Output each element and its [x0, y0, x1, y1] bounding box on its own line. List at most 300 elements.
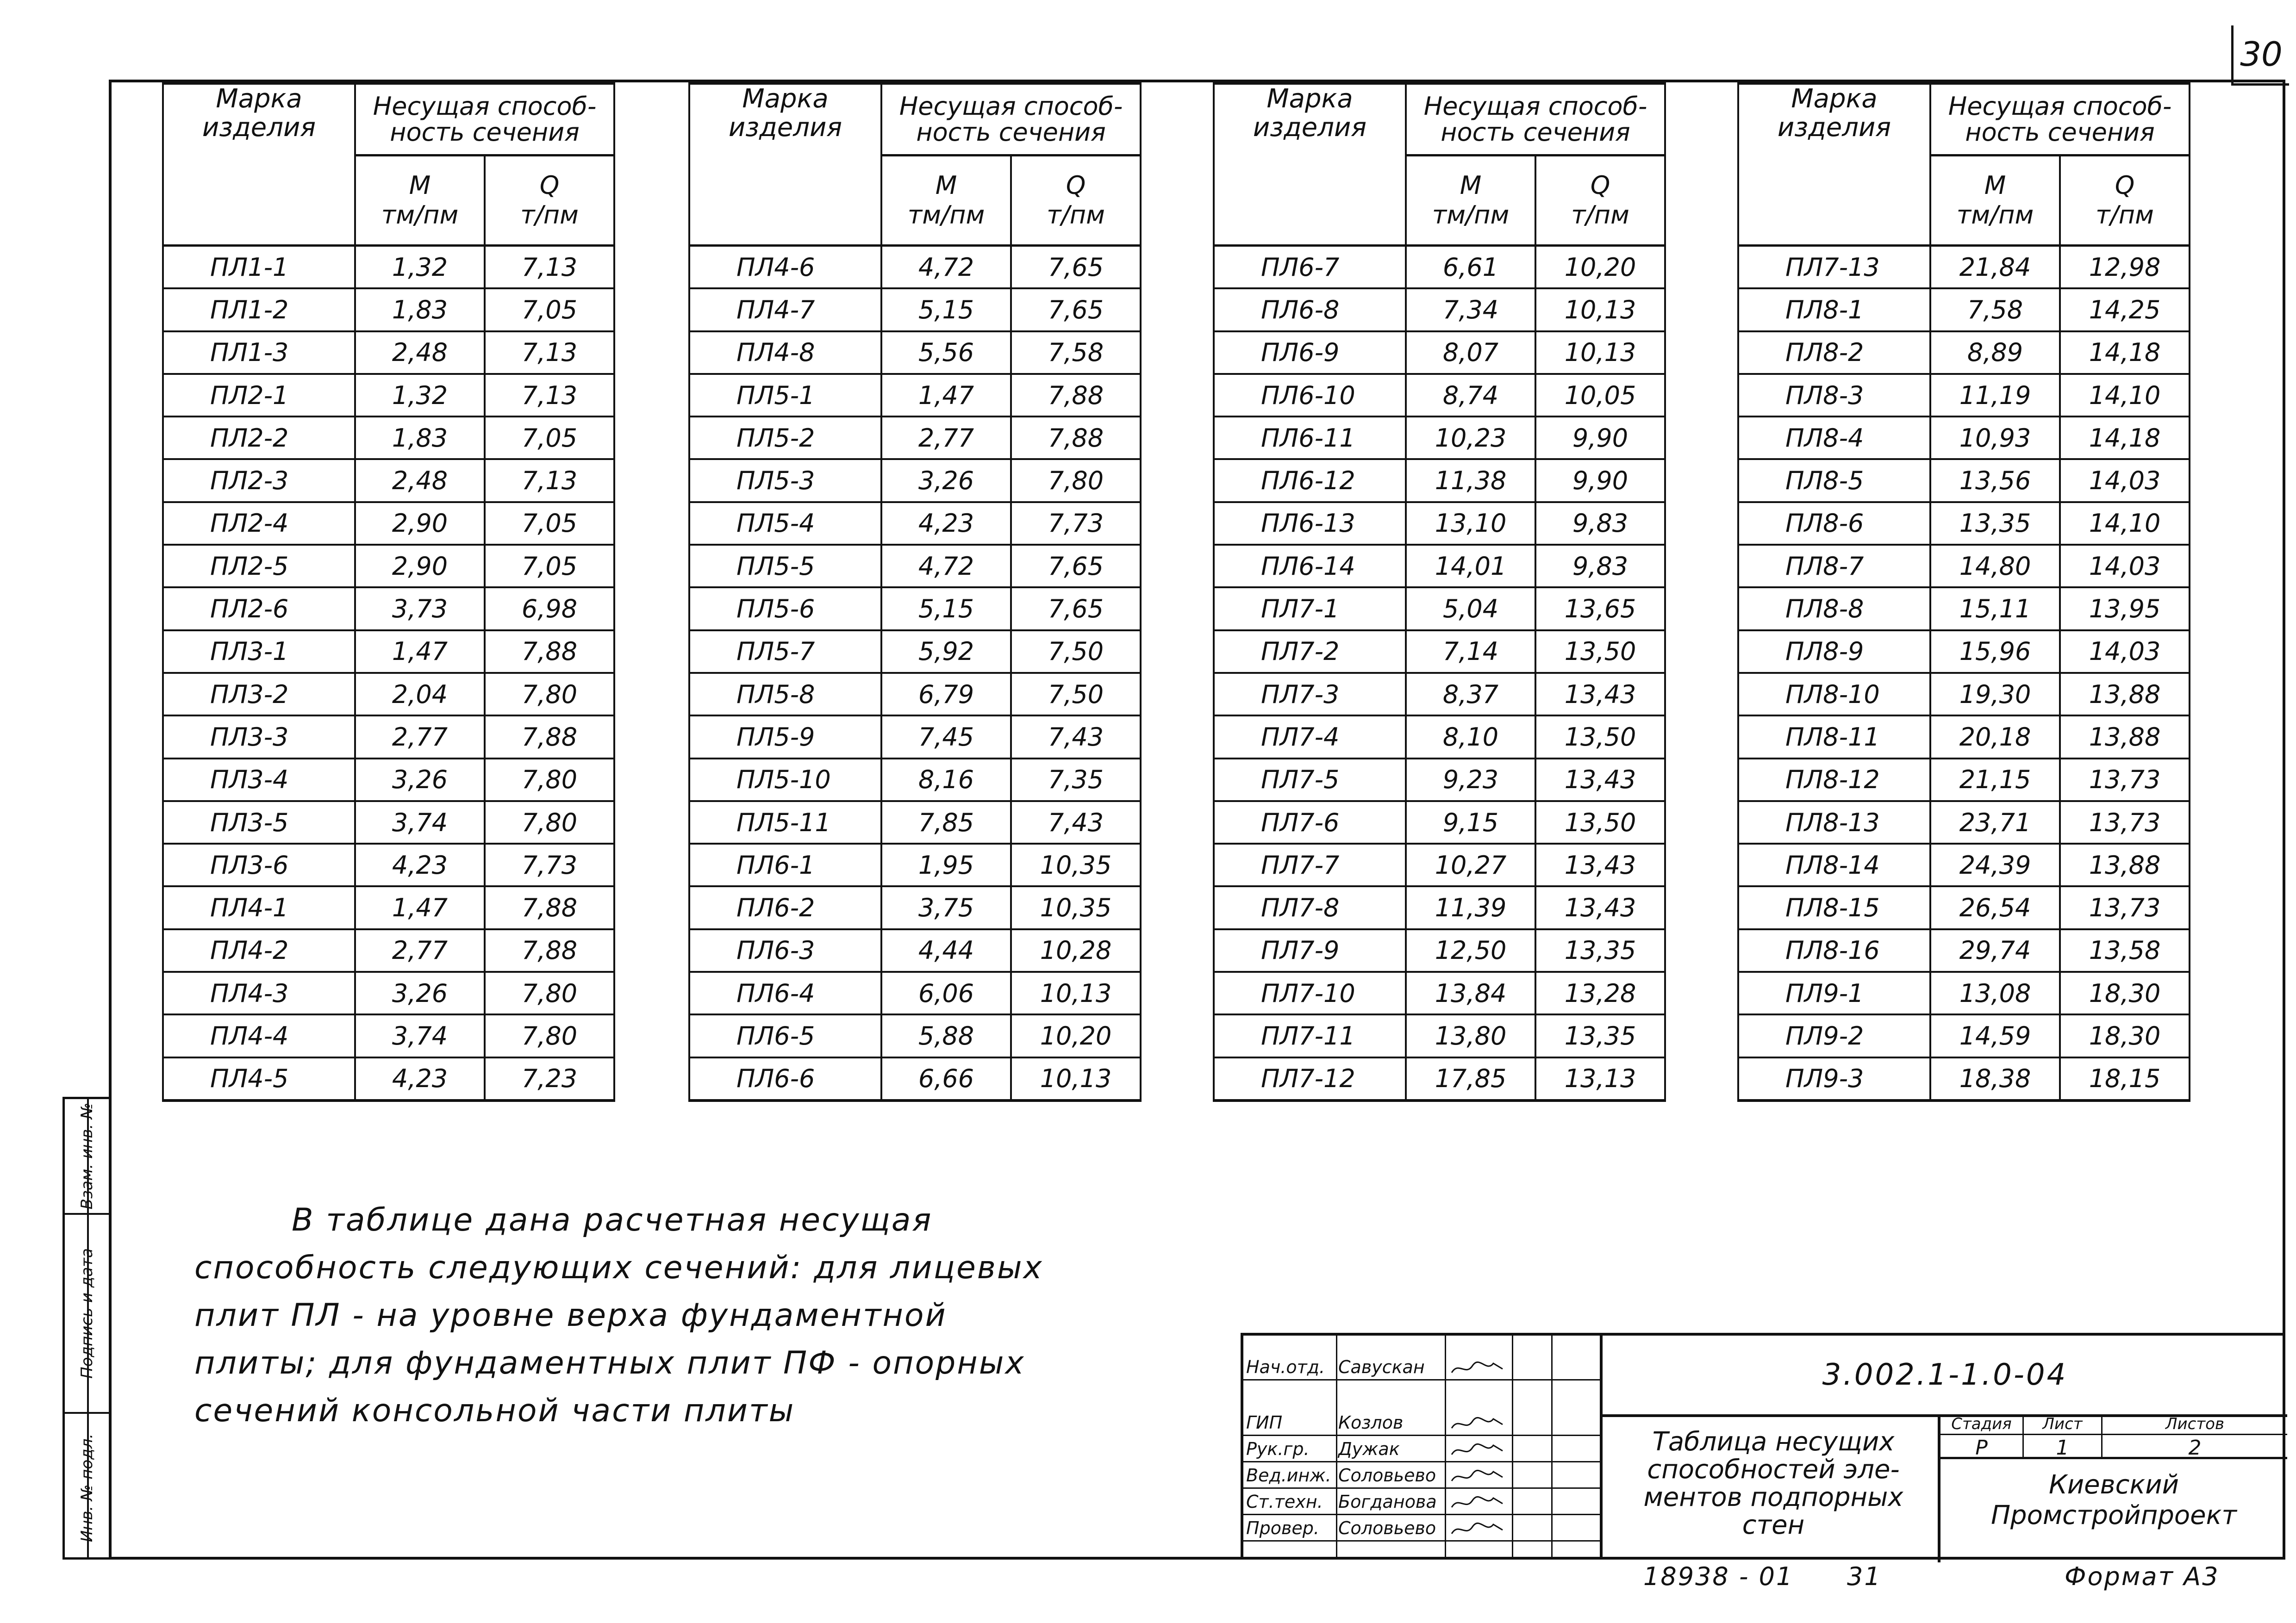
- moment-cell: 6,61: [1406, 246, 1535, 289]
- mark-cell: ПЛ4-2: [163, 929, 355, 972]
- moment-cell: 5,88: [881, 1014, 1011, 1057]
- q-column-header: [1535, 155, 1665, 246]
- mark-cell: ПЛ2-6: [163, 587, 355, 630]
- table-row: [1214, 801, 1665, 844]
- m-unit: тм/пм: [381, 200, 459, 230]
- shear-cell: 14,18: [2060, 331, 2190, 374]
- moment-cell: 2,77: [355, 929, 485, 972]
- mark-cell: ПЛ8-16: [1738, 929, 1930, 972]
- signature-name: Савускан: [1338, 1357, 1425, 1377]
- archive-number: 18938 - 01: [1643, 1562, 1794, 1591]
- side-cell-replaces: Взам. инв. №: [65, 1099, 109, 1215]
- table-row: [1738, 929, 2190, 972]
- handwritten-signature: [1449, 1520, 1505, 1538]
- m-unit: тм/пм: [1956, 200, 2034, 230]
- m-column-header: [1930, 155, 2060, 246]
- moment-cell: 14,59: [1930, 1014, 2060, 1057]
- m-column-header: [881, 155, 1011, 246]
- mark-cell: ПЛ4-4: [163, 1014, 355, 1057]
- table-row: [689, 886, 1141, 929]
- stage-value: Р: [1940, 1434, 2024, 1459]
- mark-cell: ПЛ3-5: [163, 801, 355, 844]
- side-cell-signature: Подпись и дата: [65, 1215, 109, 1414]
- table-row: [1214, 288, 1665, 331]
- mark-cell: ПЛ8-1: [1738, 288, 1930, 331]
- moment-cell: 5,56: [881, 331, 1011, 374]
- shear-cell: 9,90: [1535, 459, 1665, 502]
- moment-cell: 7,14: [1406, 630, 1535, 673]
- moment-cell: 8,10: [1406, 715, 1535, 758]
- mark-cell: ПЛ6-10: [1214, 374, 1406, 417]
- shear-cell: 13,50: [1535, 801, 1665, 844]
- shear-cell: 7,73: [485, 844, 614, 886]
- mark-cell: ПЛ5-4: [689, 502, 881, 545]
- shear-cell: 7,65: [1011, 246, 1141, 289]
- q-unit: т/пм: [520, 200, 579, 230]
- moment-cell: 2,90: [355, 545, 485, 587]
- m-column-header: [355, 155, 485, 246]
- moment-cell: 2,90: [355, 502, 485, 545]
- table-row: [1214, 1014, 1665, 1057]
- shear-cell: 10,13: [1011, 972, 1141, 1014]
- signature-role: Провер.: [1246, 1518, 1319, 1538]
- table-row: [163, 801, 614, 844]
- shear-cell: 7,05: [485, 288, 614, 331]
- moment-cell: 6,66: [881, 1057, 1011, 1101]
- q-unit: т/пм: [1571, 200, 1629, 230]
- note-line: плит ПЛ - на уровне верха фундаментной: [194, 1297, 947, 1334]
- shear-cell: 7,88: [485, 886, 614, 929]
- table-row: [163, 886, 614, 929]
- moment-cell: 23,71: [1930, 801, 2060, 844]
- shear-cell: 10,35: [1011, 844, 1141, 886]
- shear-cell: 18,30: [2060, 1014, 2190, 1057]
- table-row: [1214, 545, 1665, 587]
- side-cell-inv: Инв. № подл.: [77, 1433, 96, 1542]
- mark-cell: ПЛ8-15: [1738, 886, 1930, 929]
- shear-cell: 13,73: [2060, 886, 2190, 929]
- sheet-value: 1: [2024, 1434, 2103, 1459]
- organization: Киевский Промстройпроект: [1990, 1470, 2237, 1530]
- signature-name: Богданова: [1338, 1492, 1437, 1512]
- table-row: [689, 929, 1141, 972]
- moment-cell: 19,30: [1930, 673, 2060, 715]
- mark-cell: ПЛ6-3: [689, 929, 881, 972]
- shear-cell: 14,10: [2060, 374, 2190, 417]
- table-row: [689, 246, 1141, 289]
- table-row: [689, 801, 1141, 844]
- table-row: [1738, 502, 2190, 545]
- table-row: [1738, 886, 2190, 929]
- moment-cell: 4,44: [881, 929, 1011, 972]
- shear-cell: 7,05: [485, 417, 614, 459]
- shear-cell: 13,43: [1535, 673, 1665, 715]
- mark-cell: ПЛ7-2: [1214, 630, 1406, 673]
- handwritten-signature: [1449, 1493, 1505, 1512]
- mark-cell: ПЛ6-13: [1214, 502, 1406, 545]
- mark-cell: ПЛ7-11: [1214, 1014, 1406, 1057]
- moment-cell: 10,23: [1406, 417, 1535, 459]
- signature-name: Козлов: [1338, 1412, 1404, 1433]
- moment-cell: 13,84: [1406, 972, 1535, 1014]
- handwritten-signature: [1449, 1441, 1505, 1459]
- table-row: [1738, 417, 2190, 459]
- table-row: [163, 459, 614, 502]
- table-row: [1214, 459, 1665, 502]
- mark-cell: ПЛ5-5: [689, 545, 881, 587]
- mark-cell: ПЛ8-9: [1738, 630, 1930, 673]
- mark-cell: ПЛ8-10: [1738, 673, 1930, 715]
- table-row: [689, 673, 1141, 715]
- table-row: [1214, 587, 1665, 630]
- moment-cell: 8,37: [1406, 673, 1535, 715]
- moment-cell: 1,83: [355, 417, 485, 459]
- mark-cell: ПЛ9-2: [1738, 1014, 1930, 1057]
- shear-cell: 13,43: [1535, 844, 1665, 886]
- table-row: [689, 459, 1141, 502]
- q-symbol: Q: [1066, 171, 1086, 200]
- table-row: [163, 844, 614, 886]
- mark-cell: ПЛ8-12: [1738, 759, 1930, 801]
- table-row: [1214, 246, 1665, 289]
- shear-cell: 7,80: [485, 759, 614, 801]
- moment-cell: 2,77: [881, 417, 1011, 459]
- mark-cell: ПЛ2-4: [163, 502, 355, 545]
- shear-cell: 13,28: [1535, 972, 1665, 1014]
- shear-cell: 7,23: [485, 1057, 614, 1101]
- mark-cell: ПЛ7-4: [1214, 715, 1406, 758]
- mark-cell: ПЛ7-9: [1214, 929, 1406, 972]
- moment-cell: 1,32: [355, 374, 485, 417]
- m-unit: тм/пм: [907, 200, 985, 230]
- table-row: [163, 374, 614, 417]
- moment-cell: 9,15: [1406, 801, 1535, 844]
- shear-cell: 7,80: [485, 1014, 614, 1057]
- moment-cell: 11,38: [1406, 459, 1535, 502]
- mark-cell: ПЛ6-2: [689, 886, 881, 929]
- shear-cell: 7,80: [485, 673, 614, 715]
- mark-cell: ПЛ3-2: [163, 673, 355, 715]
- mark-cell: ПЛ5-1: [689, 374, 881, 417]
- signature-name: Дужак: [1338, 1439, 1400, 1459]
- footer-page: 31: [1847, 1562, 1882, 1591]
- mark-cell: ПЛ6-4: [689, 972, 881, 1014]
- moment-cell: 21,15: [1930, 759, 2060, 801]
- table-row: [689, 759, 1141, 801]
- m-symbol: M: [935, 171, 957, 200]
- moment-cell: 15,96: [1930, 630, 2060, 673]
- shear-cell: 13,35: [1535, 1014, 1665, 1057]
- capacity-header: Несущая способ-ность сечения: [1406, 84, 1665, 155]
- mark-cell: ПЛ7-6: [1214, 801, 1406, 844]
- shear-cell: 18,30: [2060, 972, 2190, 1014]
- shear-cell: 10,13: [1535, 331, 1665, 374]
- shear-cell: 7,65: [1011, 587, 1141, 630]
- mark-cell: ПЛ6-5: [689, 1014, 881, 1057]
- note-line: В таблице дана расчетная несущая: [292, 1202, 933, 1238]
- mark-cell: ПЛ4-6: [689, 246, 881, 289]
- moment-cell: 7,58: [1930, 288, 2060, 331]
- mark-cell: ПЛ5-10: [689, 759, 881, 801]
- handwritten-signature: [1449, 1467, 1505, 1486]
- table-row: [689, 417, 1141, 459]
- moment-cell: 24,39: [1930, 844, 2060, 886]
- table-row: [163, 759, 614, 801]
- moment-cell: 3,74: [355, 1014, 485, 1057]
- shear-cell: 13,43: [1535, 886, 1665, 929]
- m-unit: тм/пм: [1432, 200, 1510, 230]
- moment-cell: 21,84: [1930, 246, 2060, 289]
- table-row: [689, 1014, 1141, 1057]
- q-unit: т/пм: [1047, 200, 1105, 230]
- table-row: [163, 246, 614, 289]
- table-row: [1214, 374, 1665, 417]
- shear-cell: 7,65: [1011, 288, 1141, 331]
- table-row: [163, 715, 614, 758]
- capacity-table: [1213, 82, 1666, 1102]
- signature-row: [1243, 1489, 1600, 1515]
- shear-cell: 7,05: [485, 502, 614, 545]
- table-row: [1214, 844, 1665, 886]
- moment-cell: 18,38: [1930, 1057, 2060, 1101]
- mark-cell: ПЛ6-6: [689, 1057, 881, 1101]
- shear-cell: 14,03: [2060, 459, 2190, 502]
- mark-cell: ПЛ9-1: [1738, 972, 1930, 1014]
- table-row: [163, 1057, 614, 1101]
- table-row: [163, 417, 614, 459]
- mark-cell: ПЛ2-3: [163, 459, 355, 502]
- mark-cell: ПЛ5-8: [689, 673, 881, 715]
- q-symbol: Q: [1590, 171, 1610, 200]
- table-row: [163, 673, 614, 715]
- table-row: [1738, 673, 2190, 715]
- signature-role: Нач.отд.: [1246, 1357, 1325, 1377]
- shear-cell: 10,13: [1535, 288, 1665, 331]
- table-row: [689, 844, 1141, 886]
- shear-cell: 13,58: [2060, 929, 2190, 972]
- shear-cell: 14,10: [2060, 502, 2190, 545]
- shear-cell: 18,15: [2060, 1057, 2190, 1101]
- shear-cell: 13,50: [1535, 630, 1665, 673]
- table-row: [163, 331, 614, 374]
- table-row: [1738, 374, 2190, 417]
- mark-cell: ПЛ2-5: [163, 545, 355, 587]
- table-row: [163, 587, 614, 630]
- shear-cell: 10,20: [1011, 1014, 1141, 1057]
- shear-cell: 7,43: [1011, 715, 1141, 758]
- shear-cell: 7,80: [485, 972, 614, 1014]
- mark-cell: ПЛ7-10: [1214, 972, 1406, 1014]
- signature-row: [1243, 1436, 1600, 1462]
- table-row: [1738, 844, 2190, 886]
- document-code: 3.002.1-1.0-04: [1603, 1336, 2287, 1417]
- mark-cell: ПЛ7-5: [1214, 759, 1406, 801]
- mark-cell: ПЛ6-14: [1214, 545, 1406, 587]
- shear-cell: 7,80: [485, 801, 614, 844]
- moment-cell: 1,83: [355, 288, 485, 331]
- moment-cell: 3,26: [355, 759, 485, 801]
- moment-cell: 5,92: [881, 630, 1011, 673]
- table-row: [1214, 929, 1665, 972]
- table-row: [1738, 972, 2190, 1014]
- shear-cell: 7,65: [1011, 545, 1141, 587]
- moment-cell: 4,72: [881, 246, 1011, 289]
- table-row: [1738, 246, 2190, 289]
- table-row: [1214, 331, 1665, 374]
- m-symbol: M: [1460, 171, 1482, 200]
- q-unit: т/пм: [2096, 200, 2154, 230]
- shear-cell: 14,03: [2060, 630, 2190, 673]
- shear-cell: 7,80: [1011, 459, 1141, 502]
- mark-cell: ПЛ4-1: [163, 886, 355, 929]
- capacity-header: Несущая способ-ность сечения: [881, 84, 1141, 155]
- moment-cell: 2,48: [355, 459, 485, 502]
- table-row: [689, 972, 1141, 1014]
- sheets-label: Листов: [2165, 1415, 2224, 1433]
- shear-cell: 7,43: [1011, 801, 1141, 844]
- moment-cell: 5,15: [881, 288, 1011, 331]
- note-text: [194, 1196, 1259, 1435]
- mark-cell: ПЛ6-7: [1214, 246, 1406, 289]
- moment-cell: 3,75: [881, 886, 1011, 929]
- shear-cell: 14,25: [2060, 288, 2190, 331]
- mark-cell: ПЛ8-4: [1738, 417, 1930, 459]
- moment-cell: 1,47: [355, 886, 485, 929]
- shear-cell: 13,13: [1535, 1057, 1665, 1101]
- moment-cell: 8,74: [1406, 374, 1535, 417]
- moment-cell: 15,11: [1930, 587, 2060, 630]
- moment-cell: 14,80: [1930, 545, 2060, 587]
- mark-cell: ПЛ8-3: [1738, 374, 1930, 417]
- moment-cell: 13,56: [1930, 459, 2060, 502]
- moment-cell: 3,26: [881, 459, 1011, 502]
- signature-role: Рук.гр.: [1246, 1439, 1310, 1459]
- table-row: [1738, 801, 2190, 844]
- capacity-header: Несущая способ-ность сечения: [355, 84, 614, 155]
- mark-cell: ПЛ6-8: [1214, 288, 1406, 331]
- shear-cell: 13,43: [1535, 759, 1665, 801]
- moment-cell: 8,16: [881, 759, 1011, 801]
- signature-role: Вед.инж.: [1246, 1465, 1331, 1486]
- table-row: [1214, 417, 1665, 459]
- moment-cell: 7,34: [1406, 288, 1535, 331]
- mark-cell: ПЛ8-2: [1738, 331, 1930, 374]
- moment-cell: 11,39: [1406, 886, 1535, 929]
- mark-cell: ПЛ8-13: [1738, 801, 1930, 844]
- mark-cell: ПЛ7-7: [1214, 844, 1406, 886]
- capacity-table: [1737, 82, 2190, 1102]
- signature-role: Ст.техн.: [1246, 1492, 1323, 1512]
- moment-cell: 13,35: [1930, 502, 2060, 545]
- shear-cell: 7,35: [1011, 759, 1141, 801]
- table-row: [1214, 759, 1665, 801]
- moment-cell: 1,47: [355, 630, 485, 673]
- shear-cell: 13,50: [1535, 715, 1665, 758]
- shear-cell: 13,88: [2060, 673, 2190, 715]
- shear-cell: 10,05: [1535, 374, 1665, 417]
- moment-cell: 13,80: [1406, 1014, 1535, 1057]
- table-row: [689, 715, 1141, 758]
- shear-cell: 7,13: [485, 331, 614, 374]
- table-row: [1738, 459, 2190, 502]
- mark-cell: ПЛ3-1: [163, 630, 355, 673]
- shear-cell: 13,88: [2060, 844, 2190, 886]
- note-line: плиты; для фундаментных плит ПФ - опорных: [194, 1345, 1025, 1381]
- moment-cell: 8,89: [1930, 331, 2060, 374]
- q-symbol: Q: [539, 171, 560, 200]
- moment-cell: 10,27: [1406, 844, 1535, 886]
- mark-cell: ПЛ8-8: [1738, 587, 1930, 630]
- moment-cell: 2,04: [355, 673, 485, 715]
- stage-info: [1938, 1414, 2287, 1562]
- mark-cell: ПЛ6-1: [689, 844, 881, 886]
- mark-header: Марка изделия: [689, 84, 881, 246]
- signature-row: [1243, 1462, 1600, 1489]
- mark-cell: ПЛ1-3: [163, 331, 355, 374]
- table-row: [1214, 502, 1665, 545]
- q-symbol: Q: [2115, 171, 2135, 200]
- moment-cell: 4,23: [881, 502, 1011, 545]
- moment-cell: 4,23: [355, 1057, 485, 1101]
- shear-cell: 13,73: [2060, 801, 2190, 844]
- shear-cell: 10,28: [1011, 929, 1141, 972]
- mark-cell: ПЛ6-9: [1214, 331, 1406, 374]
- moment-cell: 12,50: [1406, 929, 1535, 972]
- q-column-header: [2060, 155, 2190, 246]
- moment-cell: 10,93: [1930, 417, 2060, 459]
- moment-cell: 6,06: [881, 972, 1011, 1014]
- shear-cell: 7,73: [1011, 502, 1141, 545]
- mark-cell: ПЛ7-12: [1214, 1057, 1406, 1101]
- table-row: [1214, 630, 1665, 673]
- moment-cell: 2,48: [355, 331, 485, 374]
- capacity-table: [162, 82, 615, 1102]
- table-row: [1214, 715, 1665, 758]
- shear-cell: 7,13: [485, 246, 614, 289]
- mark-cell: ПЛ3-4: [163, 759, 355, 801]
- signature-row: [1243, 1354, 1600, 1380]
- mark-header: Марка изделия: [163, 84, 355, 246]
- shear-cell: 13,95: [2060, 587, 2190, 630]
- capacity-table: [688, 82, 1142, 1102]
- moment-cell: 4,72: [881, 545, 1011, 587]
- moment-cell: 9,23: [1406, 759, 1535, 801]
- mark-cell: ПЛ1-1: [163, 246, 355, 289]
- table-row: [1738, 1014, 2190, 1057]
- title-block: [1241, 1333, 2284, 1560]
- table-row: [163, 630, 614, 673]
- note-line: сечений консольной части плиты: [194, 1393, 795, 1429]
- mark-cell: ПЛ4-5: [163, 1057, 355, 1101]
- mark-cell: ПЛ3-6: [163, 844, 355, 886]
- moment-cell: 3,26: [355, 972, 485, 1014]
- shear-cell: 7,88: [1011, 417, 1141, 459]
- shear-cell: 10,20: [1535, 246, 1665, 289]
- m-column-header: [1406, 155, 1535, 246]
- mark-cell: ПЛ6-12: [1214, 459, 1406, 502]
- shear-cell: 7,88: [485, 929, 614, 972]
- mark-cell: ПЛ8-5: [1738, 459, 1930, 502]
- moment-cell: 1,47: [881, 374, 1011, 417]
- table-row: [689, 502, 1141, 545]
- q-column-header: [1011, 155, 1141, 246]
- signature-row: [1243, 1410, 1600, 1436]
- mark-cell: ПЛ7-3: [1214, 673, 1406, 715]
- mark-cell: ПЛ2-2: [163, 417, 355, 459]
- shear-cell: 7,05: [485, 545, 614, 587]
- table-row: [1738, 331, 2190, 374]
- moment-cell: 4,23: [355, 844, 485, 886]
